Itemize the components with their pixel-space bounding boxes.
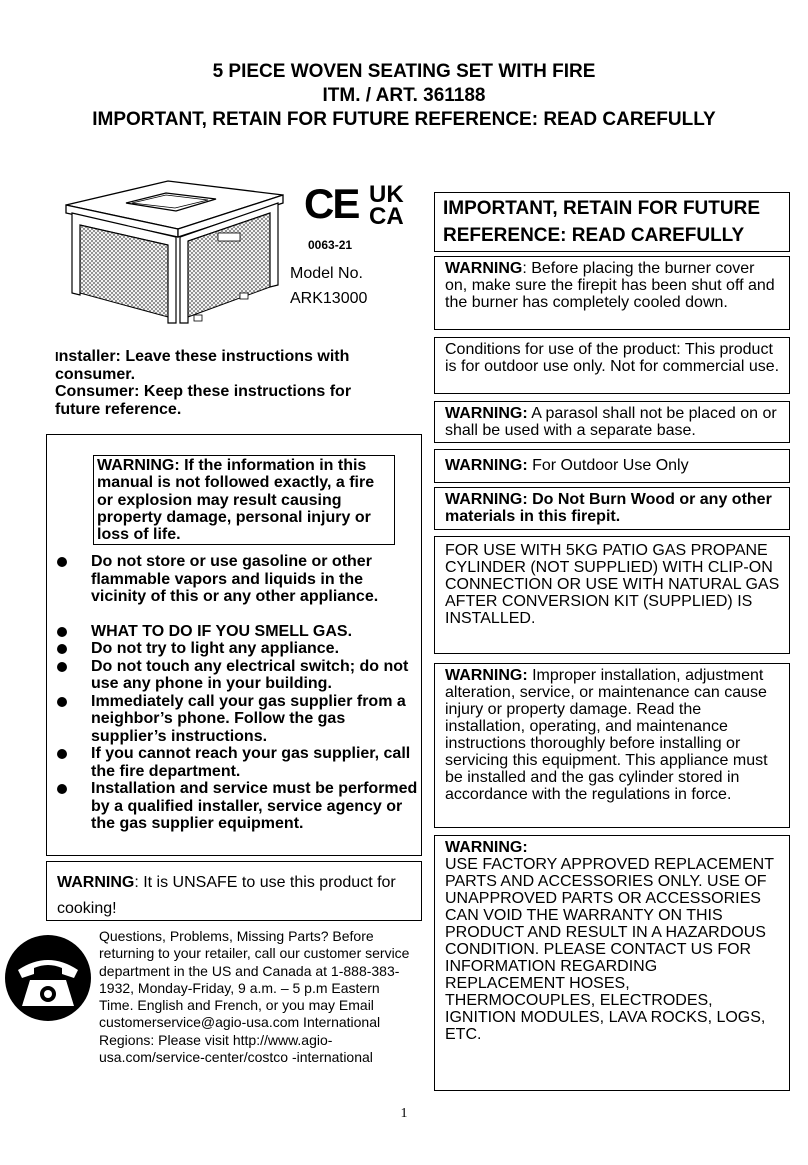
installation-warning-label: WARNING: — [445, 667, 528, 684]
item-number: ITM. / ART. 361188 — [322, 85, 486, 106]
list-item: Installation and service must be performed by a qualified installer, service agency or the gas supplier equipment. — [47, 780, 419, 833]
list-item: Do not try to light any appliance. — [47, 640, 419, 658]
cooking-warning-label: WARNING — [57, 874, 135, 891]
parts-warning-text: USE FACTORY APPROVED REPLACEMENT PARTS AND ACCESSORIES ONLY. USE OF UNAPPROVED PARTS OR ACCESSORIES CAN VOID THE WARRANTY ON THIS PRODUCT AND RESULT IN A HAZARDOUS CONDITION. PLEASE CONTACT US FOR INFORMATION REGARDING REPLACEMENT HOSES, THERMOCOUPLES, ELECTRODES, IGNITION MODULES, LAVA ROCKS, LOGS, ETC. — [445, 856, 774, 1043]
model-label: Model No. — [290, 265, 363, 282]
gas-safety-list — [47, 553, 419, 833]
no-wood-warning: WARNING: Do Not Burn Wood or any other materials in this firepit. — [434, 487, 790, 530]
notified-body-number: 0063-21 — [308, 238, 353, 252]
conditions-of-use: Conditions for use of the product: This product is for outdoor use only. Not for commercial use. — [434, 337, 790, 394]
list-item: Do not touch any electrical switch; do not use any phone in your building. — [47, 658, 419, 693]
ukca-bottom: CA — [369, 203, 404, 230]
fire-explosion-warning: WARNING: If the information in this manual is not followed exactly, a fire or explosion may result causing property damage, personal injury or loss of life. — [93, 455, 395, 545]
cooking-warning-text: : It is UNSAFE to use this product for cooking! — [57, 874, 396, 917]
parts-warning-label: WARNING: — [445, 839, 528, 856]
retain-notice: IMPORTANT, RETAIN FOR FUTURE REFERENCE: READ CAREFULLY — [92, 109, 716, 130]
replacement-parts-warning — [434, 835, 790, 1091]
important-heading: IMPORTANT, RETAIN FOR FUTURE REFERENCE: READ CAREFULLY — [434, 192, 790, 252]
ukca-top: UK — [369, 181, 404, 208]
outdoor-use-warning — [434, 449, 790, 483]
outdoor-warning-label: WARNING: — [445, 457, 528, 474]
list-item: Do not store or use gasoline or other flammable vapors and liquids in the vicinity of this or any other appliance. — [47, 553, 419, 606]
ukca-mark — [369, 181, 404, 230]
parasol-warning-label: WARNING: — [445, 405, 528, 422]
consumer-note: Consumer: Keep these instructions for future reference. — [55, 383, 352, 418]
installer-note-initial: I — [55, 349, 59, 364]
burner-warning-label: WARNING — [445, 260, 523, 277]
customer-service-info: Questions, Problems, Missing Parts? Before returning to your retailer, call our customer service department in the US and Canada at 1-888-383-1932, Monday-Friday, 9 a.m. – 5 p.m Eastern Time. English and French, or you may Email customerservice@agio-usa.com International Regions: Please visit http://www.agio-usa.com/service-center/costco -international — [99, 928, 410, 1066]
parasol-warning — [434, 401, 790, 443]
parasol-warning-text: A parasol shall not be placed on or shall be used with a separate base. — [445, 405, 777, 439]
firepit-table-illustration — [58, 175, 290, 325]
installer-note — [55, 348, 395, 383]
burner-warning-text: : Before placing the burner cover on, make sure the firepit has been shut off and the burner has completely cooled down. — [445, 260, 775, 311]
burner-cover-warning — [434, 256, 790, 330]
document-title: 5 PIECE WOVEN SEATING SET WITH FIRE — [212, 61, 596, 82]
page-number: 1 — [400, 1106, 408, 1121]
list-item: WHAT TO DO IF YOU SMELL GAS. — [47, 623, 419, 641]
model-number: ARK13000 — [290, 290, 368, 307]
gas-cylinder-notice: FOR USE WITH 5KG PATIO GAS PROPANE CYLINDER (NOT SUPPLIED) WITH CLIP-ON CONNECTION OR USE WITH NATURAL GAS AFTER CONVERSION KIT (SUPPLIED) IS INSTALLED. — [434, 536, 790, 654]
cooking-warning — [46, 861, 422, 921]
list-item: Immediately call your gas supplier from a neighbor’s phone. Follow the gas supplier’s instructions. — [47, 693, 419, 746]
installer-note-text: nstaller: Leave these instructions with consumer. — [55, 348, 350, 383]
installation-warning — [434, 663, 790, 828]
list-item: If you cannot reach your gas supplier, call the fire department. — [47, 745, 419, 780]
gas-warning-panel — [46, 434, 422, 856]
outdoor-warning-text: For Outdoor Use Only — [527, 457, 689, 474]
ce-mark: CE — [304, 180, 359, 227]
installation-warning-text: Improper installation, adjustment alteration, service, or maintenance can cause injury or property damage. Read the installation, operating, and maintenance instructions thoroughly before installing or servicing this equipment. This appliance must be installed and the gas cylinder stored in accordance with the regulations in force. — [445, 667, 768, 803]
telephone-icon — [4, 934, 92, 1022]
